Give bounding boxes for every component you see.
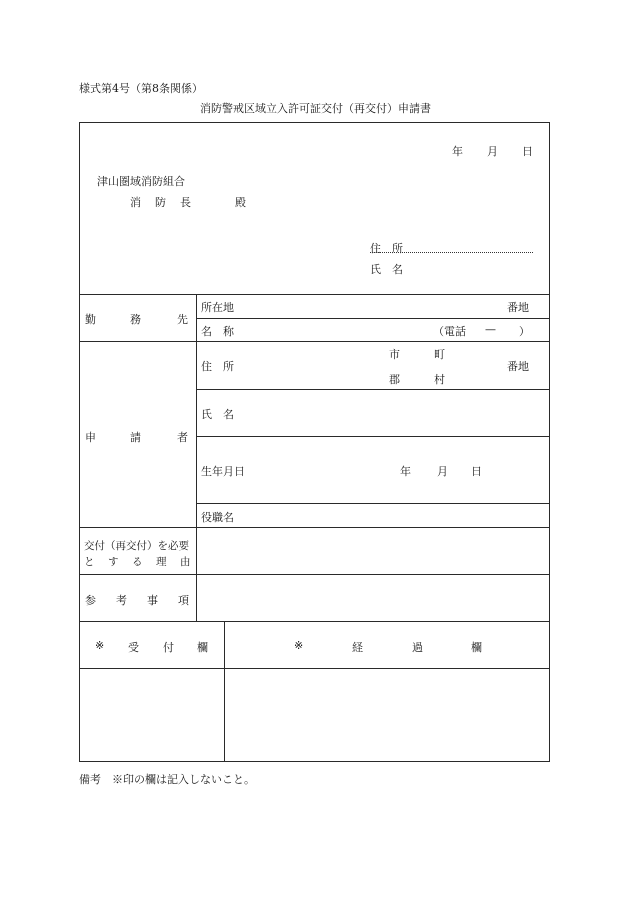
phone-dash: — (485, 323, 496, 336)
position-label: 役職名 (201, 511, 234, 524)
date-month: 月 (487, 145, 498, 158)
document-title: 消防警戒区域立入許可証交付（再交付）申請書 (200, 102, 431, 115)
birth-day: 日 (471, 465, 482, 478)
reason-label-line1: 交付（再交付）を必要 (84, 540, 189, 552)
phone-label: （電話 (433, 325, 466, 338)
workplace-label-char: 先 (177, 313, 188, 326)
progress-label-char: 欄 (471, 641, 482, 654)
phone-close: ） (519, 325, 530, 338)
divider (196, 503, 550, 504)
reason-label-char: 理 (156, 556, 167, 568)
divider (79, 294, 550, 295)
town-label: 町 (434, 348, 445, 361)
reference-label-char: 参 (85, 594, 96, 607)
workplace-banchi: 番地 (507, 301, 529, 314)
reception-label-char: 欄 (197, 641, 208, 654)
recipient-title-char: 防 (155, 196, 166, 209)
divider (196, 436, 550, 437)
applicant-label-char: 者 (177, 431, 188, 444)
workplace-location-label: 所在地 (201, 301, 234, 314)
divider (79, 527, 550, 528)
workplace-name-label: 名 称 (201, 325, 234, 338)
divider (79, 621, 550, 622)
workplace-label-char: 勤 (85, 313, 96, 326)
birth-year: 年 (400, 465, 411, 478)
reception-label-char: 受 (128, 641, 139, 654)
divider (79, 668, 550, 669)
form-frame (79, 122, 550, 762)
divider (196, 389, 550, 390)
name-label: 氏 名 (370, 263, 403, 276)
birth-month: 月 (437, 465, 448, 478)
date-year: 年 (452, 145, 463, 158)
divider (79, 341, 550, 342)
applicant-name-label: 氏 名 (201, 408, 234, 421)
recipient-honorific: 殿 (235, 196, 246, 209)
address-line (370, 252, 533, 253)
address-label: 住 所 (370, 242, 403, 255)
reference-label-char: 項 (178, 594, 189, 607)
village-label: 村 (434, 373, 445, 386)
reason-label-char: 由 (180, 556, 191, 568)
applicant-label-char: 請 (130, 431, 141, 444)
form-number: 様式第4号（第8条関係） (79, 82, 203, 95)
reason-label-char: す (108, 556, 119, 568)
footnote: 備考 ※印の欄は記入しないこと。 (79, 773, 255, 786)
date-day: 日 (522, 145, 533, 158)
reason-label-char: る (132, 556, 143, 568)
recipient-title-char: 消 (130, 196, 141, 209)
reference-label-char: 考 (116, 594, 127, 607)
recipient-organization: 津山圏域消防組合 (97, 175, 185, 188)
divider (196, 318, 550, 319)
progress-label-char: 過 (412, 641, 423, 654)
progress-mark: ※ (294, 639, 304, 652)
applicant-address-label: 住 所 (201, 360, 234, 373)
birthdate-label: 生年月日 (201, 465, 245, 478)
column-divider (224, 621, 225, 762)
column-divider (196, 294, 197, 621)
reception-mark: ※ (95, 639, 105, 652)
workplace-label-char: 務 (130, 313, 141, 326)
divider (79, 574, 550, 575)
applicant-label-char: 申 (85, 431, 96, 444)
city-label: 市 (389, 348, 400, 361)
recipient-title-char: 長 (180, 196, 191, 209)
reason-label-char: と (84, 556, 95, 568)
reception-label-char: 付 (163, 641, 174, 654)
reference-label-char: 事 (147, 594, 158, 607)
progress-label-char: 経 (352, 641, 363, 654)
applicant-banchi: 番地 (507, 360, 529, 373)
gun-label: 郡 (389, 373, 400, 386)
